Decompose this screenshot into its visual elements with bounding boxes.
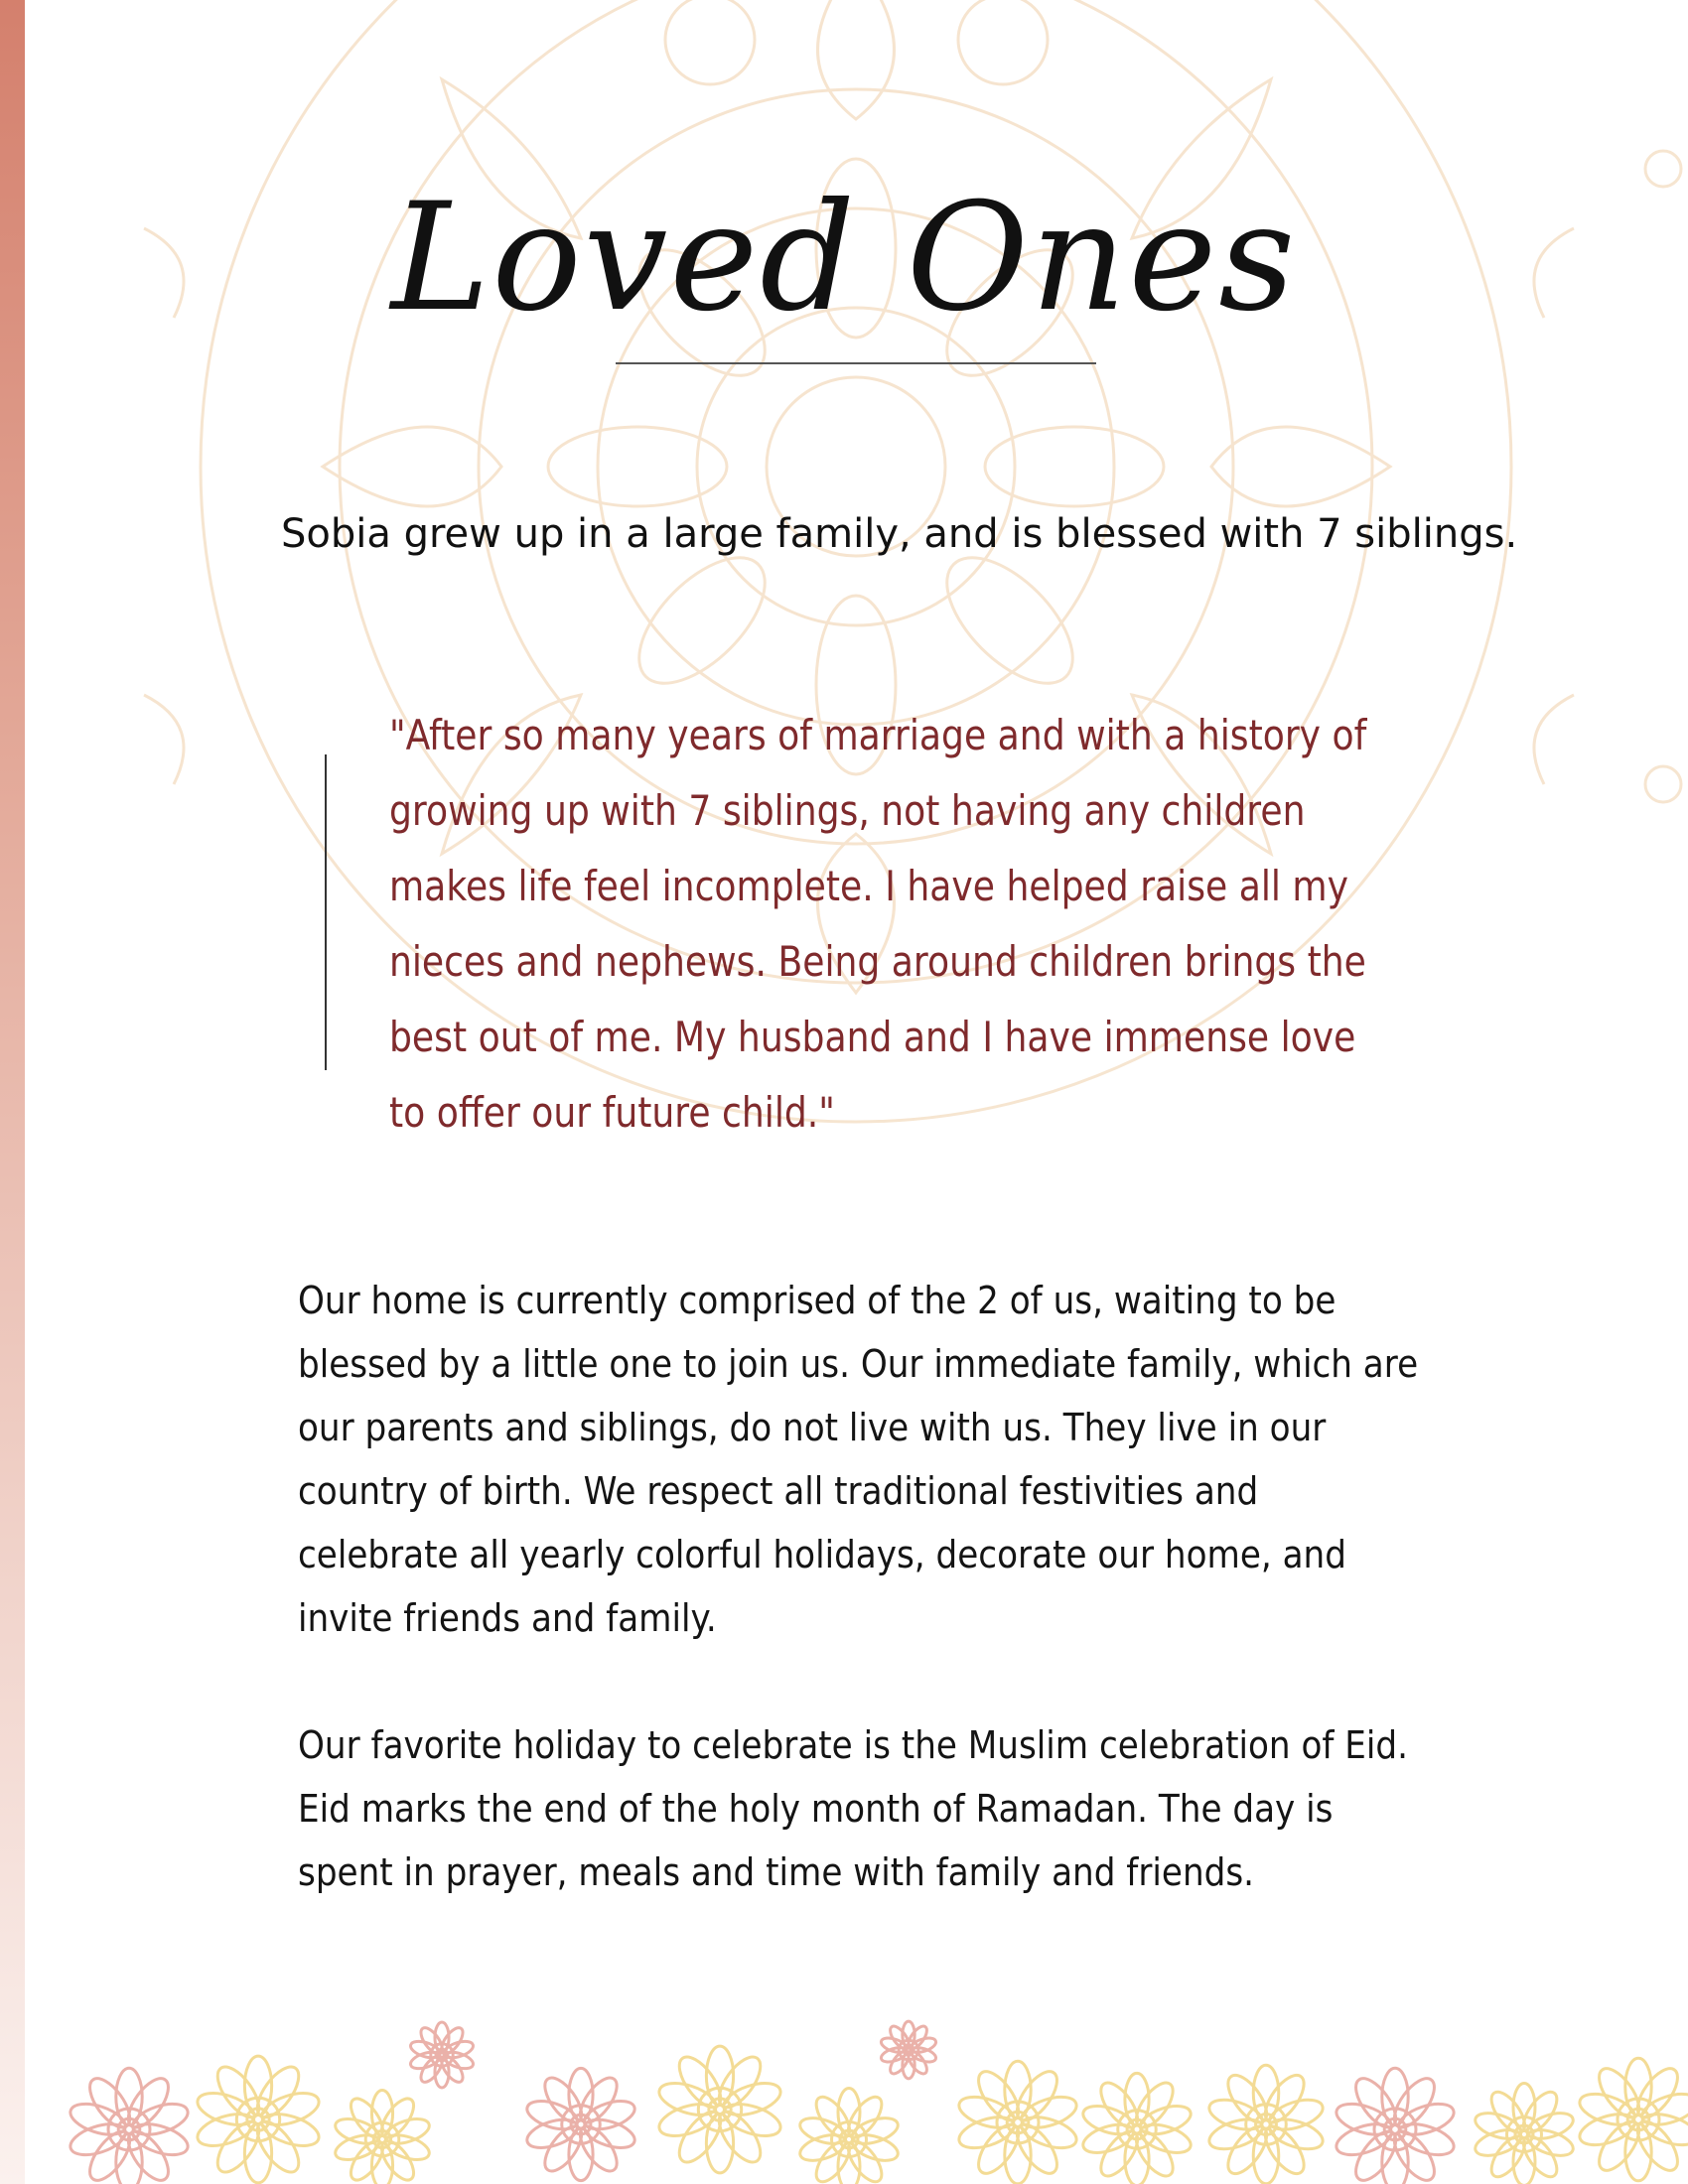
flower-ornament xyxy=(408,2022,475,2088)
flower-ornament xyxy=(1473,2084,1577,2184)
flower-ornament xyxy=(333,2091,433,2184)
paragraph-line: Eid marks the end of the holy month of Ramadan. The day is xyxy=(298,1787,1334,1831)
quote-line: nieces and nephews. Being around children brings the xyxy=(389,937,1366,986)
flower-ornament xyxy=(1333,2068,1458,2184)
flower-ornament xyxy=(194,2056,323,2183)
flower-ornament xyxy=(67,2068,192,2184)
testimonial-quote xyxy=(389,698,1367,1151)
paragraph-line: invite friends and family. xyxy=(298,1596,717,1640)
flower-ornament xyxy=(880,2021,938,2079)
quote-line: "After so many years of marriage and with a history of xyxy=(389,711,1367,759)
flower-ornament xyxy=(1205,2065,1327,2183)
quote-bar xyxy=(325,754,327,1070)
paragraph-line: our parents and siblings, do not live with us. They live in our xyxy=(298,1406,1327,1449)
paragraph-line: blessed by a little one to join us. Our immediate family, which are xyxy=(298,1342,1419,1386)
flower-ornament xyxy=(955,2061,1080,2184)
title-underline xyxy=(616,362,1096,364)
paragraph-line: Our home is currently comprised of the 2 of us, waiting to be xyxy=(298,1279,1336,1322)
flower-border xyxy=(25,2015,1688,2184)
flower-ornament xyxy=(655,2046,784,2173)
home-paragraph xyxy=(298,1269,1419,1650)
paragraph-line: celebrate all yearly colorful holidays, decorate our home, and xyxy=(298,1533,1346,1576)
page-title: Loved Ones xyxy=(390,172,1298,344)
intro-text: Sobia grew up in a large family, and is blessed with 7 siblings. xyxy=(281,511,1518,557)
flower-ornament xyxy=(1576,2058,1688,2181)
flower-ornament xyxy=(1079,2073,1194,2184)
quote-line: growing up with 7 siblings, not having any children xyxy=(389,786,1306,835)
flower-ornament xyxy=(523,2068,637,2180)
paragraph-line: Our favorite holiday to celebrate is the Muslim celebration of Eid. xyxy=(298,1723,1408,1767)
paragraph-line: country of birth. We respect all traditional festivities and xyxy=(298,1469,1259,1513)
flower-ornament xyxy=(797,2089,902,2184)
quote-line: best out of me. My husband and I have immense love xyxy=(389,1013,1356,1061)
holiday-paragraph xyxy=(298,1713,1408,1904)
quote-line: makes life feel incomplete. I have helped raise all my xyxy=(389,862,1348,910)
quote-line: to offer our future child." xyxy=(389,1088,835,1137)
paragraph-line: spent in prayer, meals and time with family and friends. xyxy=(298,1850,1255,1894)
